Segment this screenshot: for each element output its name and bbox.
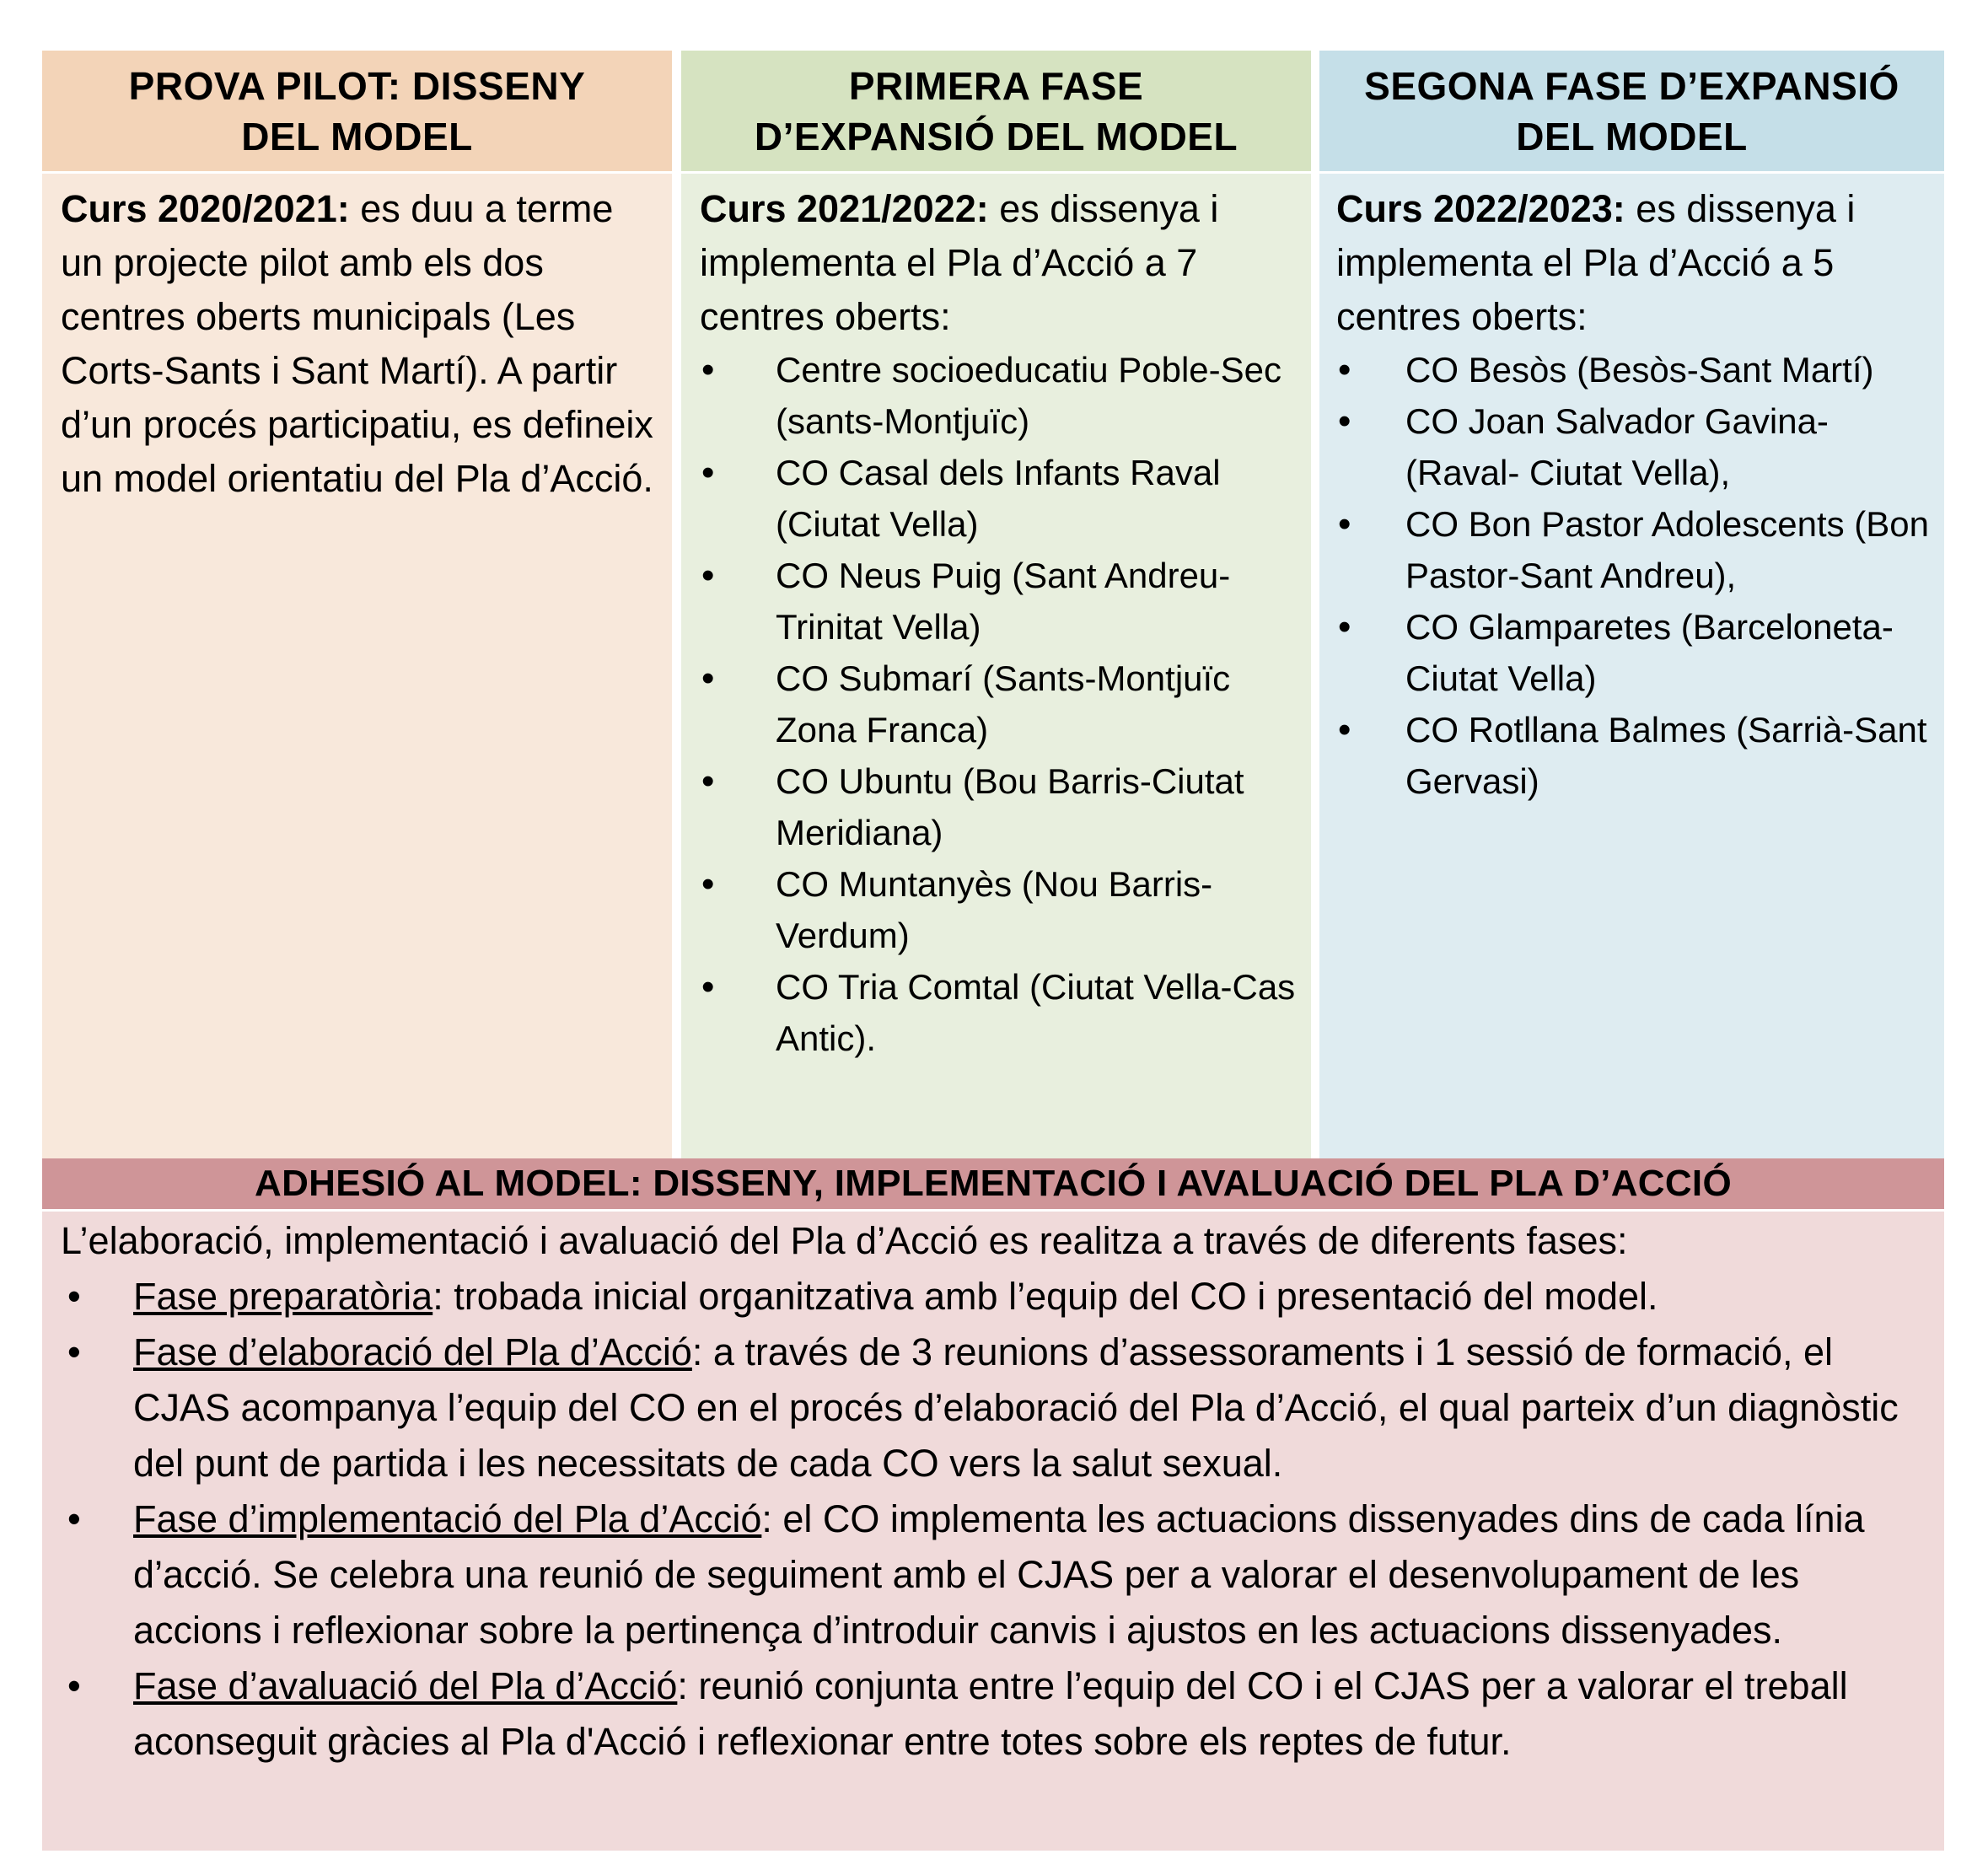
phase-name: Fase d’avaluació del Pla d’Acció <box>133 1664 678 1707</box>
phase-text: : el CO implementa les actuacions dissenyades dins de cada línia d’acció. Se celebra una reunió de seguiment amb el CJAS per a valorar el desenvolupament de les accions i reflexionar sobre la pertinença d’introduir canvis i ajustos en les actuacions dissenyades. <box>133 1497 1865 1652</box>
phase-item <box>61 1658 1926 1770</box>
lead-text: es duu a terme un projecte pilot amb els dos centres oberts municipals (Les Corts-Sants i Sant Martí). A partir d’un procés participatiu, es defineix un model orientatiu del Pla d’Acció. <box>61 187 653 500</box>
lead-text: es dissenya i implementa el Pla d’Acció a 7 centres oberts: <box>700 187 1219 338</box>
list-item: • CO Bon Pastor Adolescents (Bon Pastor-Sant Andreu), <box>1336 498 1929 601</box>
phase-item <box>61 1491 1926 1658</box>
lead-text: es dissenya i implementa el Pla d’Acció a 5 centres oberts: <box>1336 187 1856 338</box>
list-item: • CO Muntanyès (Nou Barris-Verdum) <box>700 858 1296 961</box>
list-item: • CO Submarí (Sants-Montjuïc Zona Franca) <box>700 653 1296 755</box>
column-title-line: DEL MODEL <box>241 114 473 159</box>
adhesion-intro: L’elaboració, implementació i avaluació del Pla d’Acció es realitza a través de diferents fases: <box>61 1219 1628 1262</box>
centres-list <box>700 344 1296 1064</box>
list-item: • CO Ubuntu (Bou Barris-Ciutat Meridiana) <box>700 755 1296 858</box>
list-item: • CO Rotllana Balmes (Sarrià-Sant Gervasi) <box>1336 704 1929 807</box>
centres-list <box>1336 344 1929 807</box>
phase-text: : trobada inicial organitzativa amb l’equip del CO i presentació del model. <box>433 1275 1658 1318</box>
column-title-line: SEGONA FASE D’EXPANSIÓ <box>1364 63 1899 108</box>
list-item: • CO Glamparetes (Barceloneta- Ciutat Vella) <box>1336 601 1929 704</box>
list-item: • Centre socioeducatiu Poble-Sec (sants-Montjuïc) <box>700 344 1296 447</box>
column-title-line: DEL MODEL <box>1516 114 1748 159</box>
adhesion-body <box>42 1212 1944 1851</box>
column-title-line: PRIMERA FASE <box>848 63 1144 108</box>
column-lead <box>700 182 1296 344</box>
phase-text: : a través de 3 reunions d’assessoraments i 1 sessió de formació, el CJAS acompanya l’equip del CO en el procés d’elaboració del Pla d’Acció, el qual parteix d’un diagnòstic del punt de partida i les necessitats de cada CO vers la salut sexual. <box>133 1330 1899 1485</box>
list-item: • CO Tria Comtal (Ciutat Vella-Cas Antic). <box>700 961 1296 1064</box>
column-header-second-phase <box>1319 51 1944 171</box>
course-label: Curs 2020/2021: <box>61 187 350 230</box>
phase-item <box>61 1269 1926 1325</box>
course-label: Curs 2021/2022: <box>700 187 989 230</box>
column-title-line: D’EXPANSIÓ DEL MODEL <box>754 114 1238 159</box>
phase-name: Fase d’implementació del Pla d’Acció <box>133 1497 762 1540</box>
column-body-first-phase <box>681 174 1311 1158</box>
phase-name: Fase d’elaboració del Pla d’Acció <box>133 1330 692 1373</box>
column-header-first-phase <box>681 51 1311 171</box>
phases-list <box>61 1269 1926 1770</box>
phase-item <box>61 1325 1926 1491</box>
list-item: • CO Neus Puig (Sant Andreu-Trinitat Vella) <box>700 550 1296 653</box>
column-body-second-phase <box>1319 174 1944 1158</box>
course-label: Curs 2022/2023: <box>1336 187 1625 230</box>
column-lead <box>61 182 655 506</box>
column-lead <box>1336 182 1929 344</box>
list-item: • CO Besòs (Besòs-Sant Martí) <box>1336 344 1929 395</box>
phase-text: : reunió conjunta entre l’equip del CO i el CJAS per a valorar el treball aconseguit gràcies al Pla d'Acció i reflexionar entre totes sobre els reptes de futur. <box>133 1664 1848 1763</box>
column-body-pilot <box>42 174 672 1158</box>
phase-name: Fase preparatòria <box>133 1275 433 1318</box>
column-title-line: PROVA PILOT: DISSENY <box>128 63 586 108</box>
list-item: • CO Casal dels Infants Raval (Ciutat Vella) <box>700 447 1296 550</box>
column-header-pilot <box>42 51 672 171</box>
adhesion-header: ADHESIÓ AL MODEL: DISSENY, IMPLEMENTACIÓ I AVALUACIÓ DEL PLA D’ACCIÓ <box>42 1158 1944 1209</box>
list-item: • CO Joan Salvador Gavina-(Raval- Ciutat Vella), <box>1336 395 1929 498</box>
